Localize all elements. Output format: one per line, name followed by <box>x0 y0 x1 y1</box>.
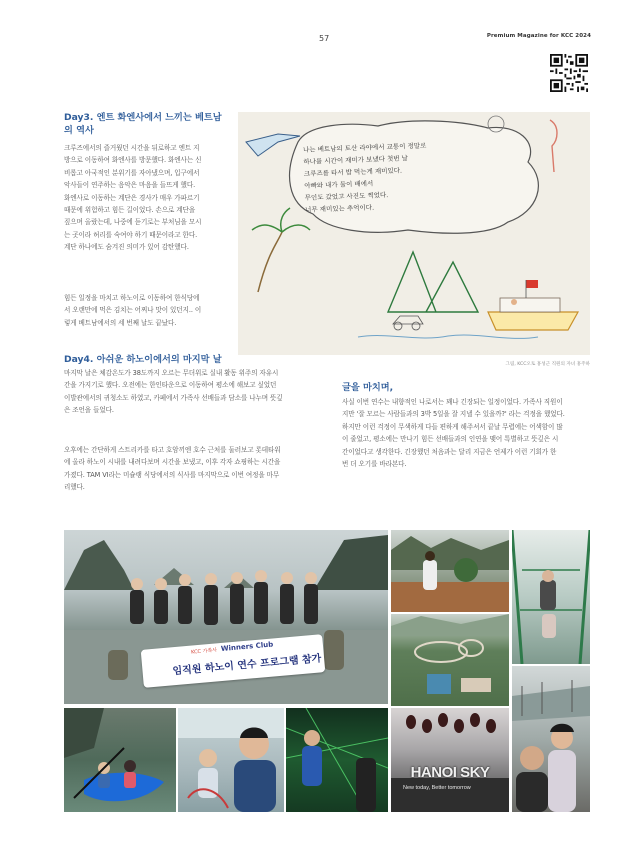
drawing-caption: 그림, KCC오토 홍성근 직원의 자녀 홍주하 <box>505 362 590 367</box>
day3-text <box>64 142 239 254</box>
text-line: 서 오랜만에 먹은 김치는 어찌나 맛이 있던지.. 이 <box>64 306 202 315</box>
group-photo <box>64 530 388 704</box>
glass-bridge-scene <box>512 530 590 664</box>
glass-bridge-photo <box>512 530 590 664</box>
banner-brand: KCC 가족사 <box>190 647 218 656</box>
text-line: 이발관에서의 귀청소도 하였고, 카페에서 가족사 선배들과 담소를 나누며 뜻깊 <box>64 393 283 402</box>
handwriting-line: 하나를 시간이 재미가 보냈다 첫번 날 <box>303 154 409 166</box>
text-line: 크루즈에서의 즐거웠던 시간을 뒤로하고 엔트 지 <box>64 144 200 152</box>
hanoi-sky-tagline: New today, Better tomorrow <box>403 785 471 791</box>
text-line: 오후에는 간단하게 스트리카를 타고 호암끼엔 호수 근처를 둘러보고 롯데타워 <box>64 446 281 454</box>
handwriting-line: 무인도 갔었고 사진도 찍었다. <box>304 190 389 202</box>
text-line: 간을 가지기로 했다. 오전에는 한인타운으로 이동하여 평소에 해보고 싶었던 <box>64 381 277 390</box>
banner-title: 임직원 하노이 연수 프로그램 참가 <box>172 653 322 678</box>
garden-scene <box>391 614 509 706</box>
laser-show-photo <box>286 708 388 812</box>
text-line: 가졌다. TAM VI라는 미슐랭 식당에서의 식사를 마지막으로 이번 여정을 마무 <box>64 470 280 479</box>
day4-text <box>64 367 326 417</box>
text-line: 힘든 일정을 마치고 하노이로 이동하여 한식당에 <box>64 294 200 302</box>
text-line: 지만 '잘 모르는 사람들과의 3박 5일을 잘 지낼 수 있을까?' 라는 걱정을 했었다. <box>342 410 565 419</box>
handwriting-line: 너무 재미있는 추억이다. <box>304 203 375 214</box>
text-line: 계단 하나에도 숨겨진 의미가 있어 감탄했다. <box>64 243 189 252</box>
text-line: 는 곳이라 허리를 숙여야 하기 때문이라고 한다. <box>64 230 198 239</box>
text-line: 비롭고 아국적인 분위기를 자아냈으며, 입구에서 <box>64 168 200 177</box>
text-line: 하지만 이런 걱정이 무색하게 다들 편하게 해주셔서 끝날 무렵에는 어색함이 많 <box>342 422 563 431</box>
conclusion-heading: 글을 마치며, <box>342 382 394 393</box>
balcony-scene <box>391 530 509 612</box>
harbor-family-photo <box>512 666 590 812</box>
handwriting-line: 아빠와 내가 둘이 배에서 <box>304 179 374 190</box>
text-line: 화엔사로 이동하는 계단은 경사가 매우 가파르기 <box>64 193 200 202</box>
text-line: 이 줄었고, 평소에는 만나기 힘든 선배들과의 인연을 맺어 특별하고 뜻깊은 시 <box>342 435 559 444</box>
laser-scene <box>286 708 388 812</box>
text-line: 방으로 이동하여 화엔사를 방문했다. 화엔사는 신 <box>64 156 202 165</box>
text-line: 번 더 오기를 바라본다. <box>342 460 407 469</box>
conclusion-text <box>342 396 592 470</box>
day3-heading: Day3. 엔트 화엔사에서 느끼는 베트남의 역사 <box>64 112 222 136</box>
text-line: 렇게 베트남에서의 세 번째 날도 끝났다. <box>64 318 177 327</box>
text-line: 에 올라 하노이 시내를 내려다보며 시간을 보냈고, 이후 각자 쇼핑하는 시간을 <box>64 458 281 467</box>
text-line: 때문에 위험하고 힘든 길이었다. 손으로 계단을 <box>64 206 196 215</box>
text-line: 짚으며 올랐는데, 나중에 듣기로는 부처님을 모시 <box>64 218 202 227</box>
text-line: 리했다. <box>64 483 85 492</box>
page-number: 57 <box>319 34 330 43</box>
text-line: 은 조언을 들었다. <box>64 406 114 415</box>
hanoi-sky-sign: HANOI SKY <box>410 764 490 781</box>
text-line: 사실 이번 연수는 내향적인 나로서는 꽤나 긴장되는 일정이었다. 가족사 직원이 <box>342 398 563 406</box>
day4-text-2 <box>64 444 326 494</box>
banner-club: Winners Club <box>220 640 274 653</box>
day4-heading: Day4. 아쉬운 하노이에서의 마지막 날 <box>64 354 222 365</box>
kayak-photo <box>64 708 176 812</box>
text-line: 간이었다고 생각한다. 긴장했던 처음과는 달리 지금은 언제가 이런 기회가 한 <box>342 447 557 456</box>
day3-text-2 <box>64 292 239 329</box>
balcony-photo <box>391 530 509 612</box>
kayak-scene <box>64 708 176 812</box>
text-line: 악사들이 연주하는 음악은 마음을 들뜨게 했다. <box>64 181 196 190</box>
selfie-photo <box>178 708 284 812</box>
handwriting-line: 크루즈를 타서 밥 먹는게 재미있다. <box>303 166 403 178</box>
magazine-title: Premium Magazine for KCC 2024 <box>486 33 591 39</box>
qr-code-icon[interactable] <box>550 54 588 92</box>
garden-aerial-photo <box>391 614 509 706</box>
harbor-scene <box>512 666 590 812</box>
handwriting-line: 나는 베트남의 토산 라야에서 교통이 정말로 <box>302 141 427 154</box>
selfie-scene <box>178 708 284 812</box>
child-drawing <box>238 112 590 355</box>
drawing-handwriting <box>303 136 530 216</box>
hanoi-sky-photo <box>391 708 509 812</box>
hanoi-sky-scene <box>391 708 509 812</box>
text-line: 마지막 날은 체감온도가 38도까지 오르는 무더위로 실내 활동 위주의 자유시 <box>64 369 279 377</box>
